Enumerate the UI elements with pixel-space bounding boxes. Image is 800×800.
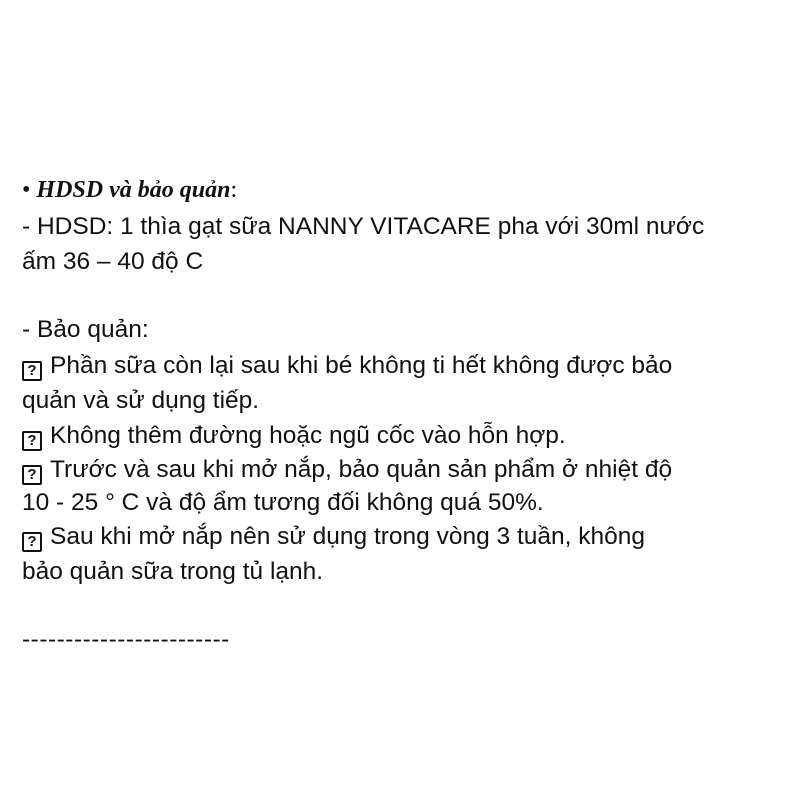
storage-item-3-cont: 10 - 25 ° C và độ ẩm tương đối không quá 50%. bbox=[22, 489, 544, 516]
storage-item-1 bbox=[22, 351, 672, 381]
item-text: Sau khi mở nắp nên sử dụng trong vòng 3 tuần, không bbox=[50, 523, 646, 550]
storage-item-1-cont: quản và sử dụng tiếp. bbox=[22, 387, 260, 414]
unknown-glyph-icon: ? bbox=[22, 361, 42, 381]
storage-item-3 bbox=[22, 455, 672, 485]
item-text: Phần sữa còn lại sau khi bé không ti hết không được bảo bbox=[50, 352, 673, 379]
unknown-glyph-icon: ? bbox=[22, 431, 42, 451]
storage-item-2 bbox=[22, 421, 566, 451]
heading-title: HDSD và bảo quản bbox=[36, 177, 231, 203]
item-text: Trước và sau khi mở nắp, bảo quản sản phẩm ở nhiệt độ bbox=[50, 456, 673, 483]
storage-label: - Bảo quản: bbox=[22, 316, 149, 343]
unknown-glyph-icon: ? bbox=[22, 465, 42, 485]
item-text: Không thêm đường hoặc ngũ cốc vào hỗn hợp. bbox=[50, 422, 566, 449]
unknown-glyph-icon: ? bbox=[22, 532, 42, 552]
bullet: • bbox=[22, 177, 31, 203]
usage-line-2: ấm 36 – 40 độ C bbox=[22, 248, 204, 275]
storage-item-4 bbox=[22, 522, 645, 552]
usage-line-1: - HDSD: 1 thìa gạt sữa NANNY VITACARE pha với 30ml nước bbox=[22, 213, 705, 240]
heading-colon: : bbox=[230, 177, 238, 203]
divider: ------------------------ bbox=[22, 626, 230, 653]
storage-item-4-cont: bảo quản sữa trong tủ lạnh. bbox=[22, 558, 324, 585]
section-heading bbox=[22, 175, 237, 205]
